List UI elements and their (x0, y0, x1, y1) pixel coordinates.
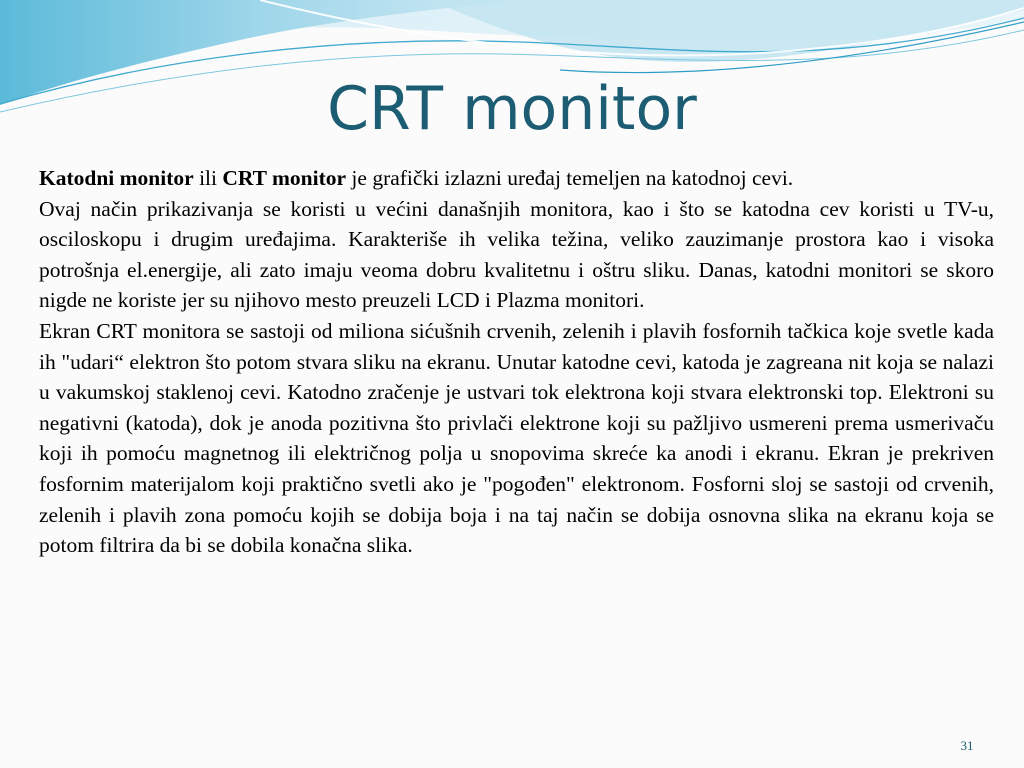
intro-text-a: ili (193, 166, 223, 190)
paragraph-usage: Ovaj način prikazivanja se koristi u većini današnjih monitora, kao i što se katodna cev koristi u TV-u, osciloskopu i drugim uređajima. Karakteriše ih velika težina, veliko zauzimanje prostora kao i visoka potrošnja el.energije, ali zato imaju veoma dobru kvalitetnu i oštru sliku. Danas, katodni monitori se skoro nigde ne koriste jer su njihovo mesto preuzeli LCD i Plazma monitori. (39, 196, 994, 313)
paragraph-screen: Ekran CRT monitora se sastoji od miliona sićušnih crvenih, zelenih i plavih fosfornih tačkica koje svetle kada ih "udari“ elektron što potom stvara sliku na ekranu. Unutar katodne cevi, katoda je zagreana nit koja se nalazi u vakumskoj staklenoj cevi. Katodno zračenje je ustvari tok elektrona koji stvara elektronski top. Elektroni su negativni (katoda), dok je anoda pozitivna što privlači elektrone koji su pažljivo usmereni prema usmerivaču koji ih pomoću magnetnog ili električnog polja u snopovima skreće ka anodi i ekranu. Ekran je prekriven fosfornim materijalom koji praktično svetli ako je "pogođen" elektronom. Fosforni sloj se sastoji od crvenih, zelenih i plavih zona pomoću kojih se dobija boja i na taj način se dobija osnovna slika na ekranu koja se potom filtrira da bi se dobila konačna slika. (39, 318, 994, 558)
paragraph-intro (39, 163, 994, 194)
term-crt-monitor: CRT monitor (222, 166, 347, 190)
term-katodni-monitor: Katodni monitor (39, 166, 194, 190)
page-number: 31 (960, 738, 974, 753)
intro-text-b: je grafički izlazni uređaj temeljen na katodnoj cevi. (346, 166, 794, 190)
slide-body (39, 163, 994, 561)
slide-title: CRT monitor (327, 74, 697, 144)
